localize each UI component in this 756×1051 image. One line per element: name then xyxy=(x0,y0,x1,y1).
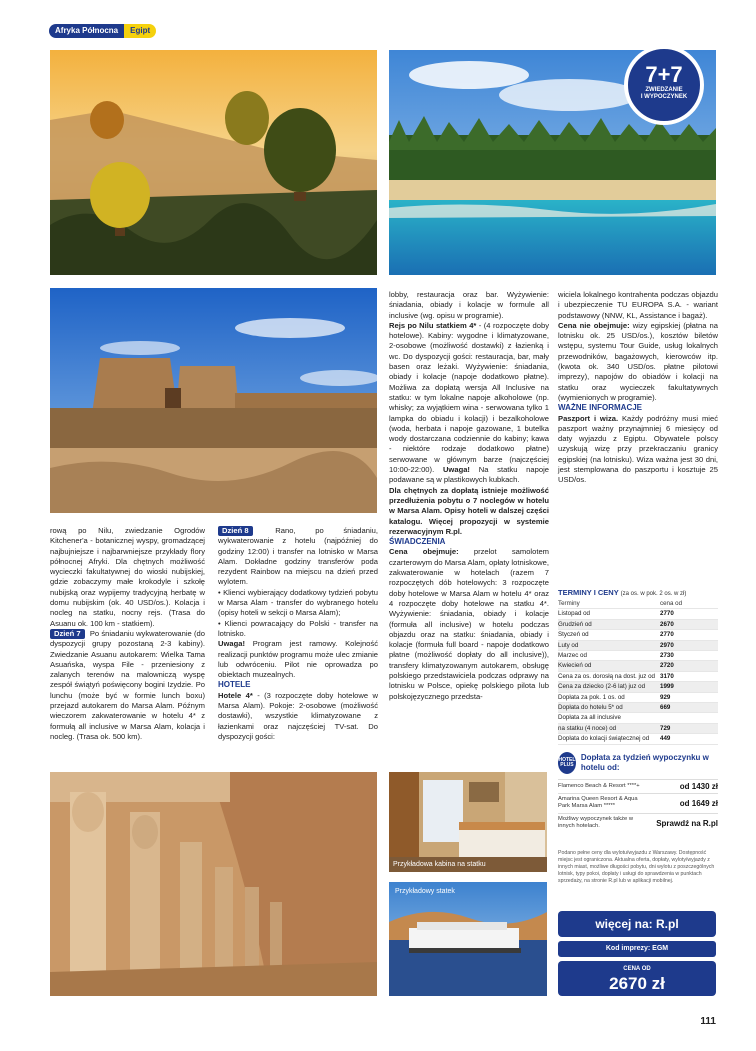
page-number: 111 xyxy=(700,1016,716,1027)
day7-tag: Dzień 7 xyxy=(50,629,85,639)
badge-line2: I WYPOCZYNEK xyxy=(640,94,688,100)
price-excludes-text: wizy egipskiej (płatna na lotnisku ok. 25 USD/os.), kosztów biletów wstępu, systemu Tour Guide, usług lokalnych przewodników, bagażowych, kierowców itp. (kwota ok. 340 USD/os. płatne pilotowi imprezy), napojów do obiadów i kolacji na statku oraz wycieczek fakultatywnych (wymienionych w programie). xyxy=(558,320,718,402)
breadcrumb-country[interactable]: Egipt xyxy=(124,24,156,38)
prices-title xyxy=(558,588,718,597)
stay-hotel-row xyxy=(558,793,718,813)
col1-paragraph: rową po Nilu, zwiedzanie Ogrodów Kitchener'a - botanicznej wyspy, gromadzącej najbujniejsze i najbarwniejsze przykłady flory północnej Afryki. Dla chętnych możliwość wycieczki fakultatywnej do wioski nubijskiej, gdzie zobaczymy małe krokodyle i szkołę nubijską oraz wypijemy tradycyjną herbatę w domu nubijskim (ok. 40 USD/os.). Kolacja i nocleg na statku, nocny rejs. (Trasa do Asuanu ok. 100 km - statkiem). xyxy=(50,526,205,628)
stay-hotel-price: od 1430 zł xyxy=(679,782,718,791)
hotels-label: Hotele 4* xyxy=(218,690,253,700)
statues-photo xyxy=(50,772,377,996)
price-includes-label: Cena obejmuje: xyxy=(389,547,459,557)
stay-hotel-price: Sprawdź na R.pl xyxy=(656,818,718,828)
prices-table xyxy=(558,588,718,745)
extension-info xyxy=(389,486,549,537)
column-1 xyxy=(50,526,205,742)
price-row-term: Dopłata do kolacji świątecznej od xyxy=(558,735,650,743)
ship-caption: Przykładowy statek xyxy=(395,888,455,895)
price-row xyxy=(558,661,718,671)
price-includes-text: przelot samolotem czarterowym do Marsa Alam, opłaty lotniskowe, zakwaterowanie w hotelach (razem 7 rozpoczętych dób hotelowych: 3 rozpoczęte doby hotelowe w Marsa Alam w hotelu 4* oraz 4 rozpoczęte doby hotelowe na statku 4*. Wyżywienie: śniadania, obiady i kolacje (formuła all inclusive) w hotelu podczas objazdu oraz na statku: śniadania, obiady i kolacje (formuła full board - napoje dodatkowo płatne (możliwość dopłaty do all inclusive)), transfery klimatyzowanym autokarem, obsługę polskiego przedstawiciela podczas odprawy na lotnisku w Polsce, opiekę polskiego pilota lub polskojęzycznego przedsta- xyxy=(389,547,549,701)
stay-heading xyxy=(558,752,718,774)
price-row-value: 1999 xyxy=(660,683,674,691)
program-note xyxy=(218,639,378,680)
stay-hotel-name: Amarina Queen Resort & Aqua Park Marsa Alam ***** xyxy=(558,796,638,810)
balloons-photo xyxy=(50,50,377,275)
price-row-term: Grudzień od xyxy=(558,620,592,628)
price-row-value: 2670 xyxy=(660,620,674,628)
price-row-term: Cena za dziecko (2-6 lat) juz od xyxy=(558,683,646,691)
stay-hotel-row xyxy=(558,813,718,833)
price-row xyxy=(558,724,718,734)
price-row-term: Styczeń od xyxy=(558,631,589,639)
price-row-value: 669 xyxy=(660,704,671,712)
column-4 xyxy=(558,290,718,486)
price-includes xyxy=(389,547,549,701)
price-row-value: 449 xyxy=(660,735,671,743)
price-excludes xyxy=(558,321,718,403)
badge-line1: ZWIEDZANIE xyxy=(645,87,683,93)
price-row-value: 2770 xyxy=(660,631,674,639)
price-row xyxy=(558,682,718,692)
price-row xyxy=(558,609,718,619)
price-row xyxy=(558,641,718,651)
price-row xyxy=(558,693,718,703)
column-3 xyxy=(389,290,549,702)
hotel-plus-icon: HOTEL PLUS xyxy=(558,752,576,774)
price-includes-continued: wiciela lokalnego kontrahenta podczas objazdu i ubezpieczenie TU EUROPA S.A. - wariant podstawowy (NNW, KL, Assistance i bagaż). xyxy=(558,290,718,320)
price-from-label: CENA OD xyxy=(623,966,651,972)
extension-text: Dla chętnych za dopłatą istnieje możliwość przedłużenia pobytu o 7 noclegów w hotelu w Marsa Alam. Opisy hoteli w dalszej części katalogu. Więcej propozycji w systemie rezerwacyjnym R.pl. xyxy=(389,485,549,536)
services-heading: ŚWIADCZENIA xyxy=(389,537,446,547)
price-row xyxy=(558,672,718,682)
stay-hotel-price: od 1649 zł xyxy=(679,798,718,808)
temple-photo xyxy=(50,288,377,513)
prices-header-term: Terminy xyxy=(558,600,580,607)
stay-hotel-row xyxy=(558,779,718,793)
price-from-box xyxy=(558,961,716,996)
important-info-heading: WAŻNE INFORMACJE xyxy=(558,403,642,413)
cruise-note-text: Na statku napoje podawane są w plastikowych kubkach. xyxy=(389,465,549,485)
price-row xyxy=(558,630,718,640)
price-row xyxy=(558,651,718,661)
hotels-heading: HOTELE xyxy=(218,680,251,690)
passport-visa-text: Każdy podróżny musi mieć paszport ważny przynajmniej 6 miesięcy od daty wyjazdu z Egiptu. Obywatele polscy uzyskują wizę przy przekraczaniu granicy egipskiej (na lotnisku). Wiza ważna jest 30 dni, jest stemplowana do paszportu i kosztuje 25 USD/os. xyxy=(558,413,718,485)
nile-cruise-paragraph xyxy=(389,321,549,486)
price-row xyxy=(558,734,718,744)
cabin-caption: Przykładowa kabina na statku xyxy=(393,861,486,868)
more-info-button[interactable]: więcej na: R.pl xyxy=(558,911,716,937)
price-row-value: 2720 xyxy=(660,662,674,670)
hotels-text: - (3 rozpoczęte doby hotelowe w Marsa Alam). Pokoje: 2-osobowe (możliwość dostawki), wszystkie klimatyzowane z łazienkami oraz najczęściej TV-sat. Do dyspozycji gości: xyxy=(218,690,378,741)
tour-code: Kod imprezy: EGM xyxy=(558,941,716,957)
day7-text: Po śniadaniu wykwaterowanie (do dyspozycji grupy pozostaną 2-3 kabiny). Zwiedzanie Asuanu autokarem: Wielka Tama Asuańska, wyspa File - przeniesiony z zalanych terenów na malowniczą wyspę zespół świątyń poświęcony bogini Izydzie. Po lunchu (może być w formie lunch boxu) przejazd autokarem do Marsa Alam. Późnym wieczorem zakwaterowanie w hotelu 4* z formułą all inclusive w Marsa Alam, kolacja i nocleg. (Trasa ok. 500 km). xyxy=(50,628,205,741)
price-row-term: Listopad od xyxy=(558,610,590,618)
ship-photo xyxy=(389,882,547,996)
price-row-value: 2770 xyxy=(660,610,674,618)
price-row xyxy=(558,713,718,723)
hotels-paragraph xyxy=(218,691,378,742)
price-from-value: 2670 zł xyxy=(609,974,665,993)
prices-header-row xyxy=(558,599,718,609)
price-row-term: Marzec od xyxy=(558,652,587,660)
price-excludes-label: Cena nie obejmuje: xyxy=(558,320,630,330)
badge-number: 7+7 xyxy=(645,62,683,87)
price-row-term: na statku (4 noce) od xyxy=(558,724,617,732)
passport-visa-label: Paszport i wiza. xyxy=(558,413,619,423)
day8-tag: Dzień 8 xyxy=(218,526,253,536)
breadcrumb xyxy=(49,24,156,38)
column-2 xyxy=(218,526,378,742)
day8-paragraph xyxy=(218,526,378,588)
price-row-value: 929 xyxy=(660,693,671,701)
stay-title: Dopłata za tydzień wypoczynku w hotelu od: xyxy=(580,753,709,772)
price-row-value: 3170 xyxy=(660,672,674,680)
stay-rows xyxy=(558,779,718,833)
nile-cruise-text: - (4 rozpoczęte doby hotelowe). Kabiny: wygodne i klimatyzowane, 2-osobowe (możliwość dostawki) z łazienką i wc. Do dyspozycji gości: restauracja, bar, mały basen oraz leżaki. Wyżywienie: śniadania, obiady i kolacje (napoje dodatkowo płatne). Możliwa za dopłatą wersja All Inclusive na statku: w tym lokalne napoje alkoholowe (np. whisky; za wyjątkiem wina - serwowana tylko 1 lampka do obiadu i kolacji) i bezalkoholowe (woda, herbata i napoje gazowane, 1 butelka wody dostarczana codziennie do kabiny; kawa - niektóre rodzaje dodatkowo płatne) serwowane w głównym barze (najczęściej 10:00-22:00). xyxy=(389,320,549,475)
prices-subtitle: (za os. w pok. 2 os. w zł) xyxy=(620,591,687,597)
bullet-extra-week: • Klienci wybierający dodatkowy tydzień pobytu w Marsa Alam - transfer do wybranego hotelu (opisy hoteli w sekcji o Marsa Alam); xyxy=(218,587,378,618)
price-footnote: Podano pełne ceny dla wylotu/wyjazdu z Warszawy. Dostępność miejsc jest ograniczona. Aktualna oferta, dopłaty, wyloty/wyjazdy z innych miast, możliwe długości pobytu, dni wylotu z poszczególnych lotnisk, typy pokoi, dopłaty i usługi do sprawdzenia w punktach sprzedaży, na stronie R.pl lub w aplikacji mobilnej. xyxy=(558,850,715,884)
prices-rows xyxy=(558,609,718,744)
stay-extension xyxy=(558,752,718,833)
price-row-value: 2730 xyxy=(660,652,674,660)
price-row-term: Dopłata za all inclusive xyxy=(558,714,621,722)
price-row xyxy=(558,703,718,713)
price-row xyxy=(558,620,718,630)
program-note-label: Uwaga! xyxy=(218,639,246,649)
hotel-amenities: lobby, restauracja oraz bar. Wyżywienie: śniadania, obiady i kolacje w formule all inclusive (wg. opisu w programie). xyxy=(389,290,549,320)
price-row-value: 2970 xyxy=(660,641,674,649)
prices-header-price: cena od xyxy=(660,600,683,607)
stay-hotel-name: Możliwy wypoczynek także w innych hotelach. xyxy=(558,815,634,830)
passport-visa xyxy=(558,414,718,486)
bullet-return: • Klienci powracający do Polski - transfer na lotnisko. xyxy=(218,618,378,638)
prices-title-text: TERMINY I CENY xyxy=(558,588,619,597)
stay-hotel-name: Flamenco Beach & Resort ****+ xyxy=(558,782,640,789)
nile-cruise-label: Rejs po Nilu statkiem 4* xyxy=(389,320,477,330)
day7-paragraph xyxy=(50,629,205,742)
price-row-term: Dopłata za pok. 1 os. od xyxy=(558,693,625,701)
tour-type-badge xyxy=(624,45,704,125)
cruise-note-label: Uwaga! xyxy=(442,465,470,475)
day8-text: Rano, po śniadaniu, wykwaterowanie z hotelu (najpóźniej do godziny 12:00) i transfer na lotnisko w Marsa Alam. Dokładne godziny transferów poda rezydent Rainbow na miejscu na dzień przed wylotem. xyxy=(218,526,378,587)
price-row-term: Dopłata do hotelu 5* od xyxy=(558,704,623,712)
price-row-value: 729 xyxy=(660,724,671,732)
cabin-photo xyxy=(389,772,547,872)
price-row-term: Cena za os. dorosłą na dost. juz od xyxy=(558,672,655,680)
program-note-text: Program jest ramowy. Kolejność realizacji punktów programu może ulec zmianie lub odwróceniu. Pilot nie oprowadza po obiektach muzealnych. xyxy=(218,639,378,680)
price-row-term: Kwiecień od xyxy=(558,662,592,670)
price-row-term: Luty od xyxy=(558,641,579,649)
breadcrumb-region[interactable]: Afryka Północna xyxy=(49,24,124,38)
